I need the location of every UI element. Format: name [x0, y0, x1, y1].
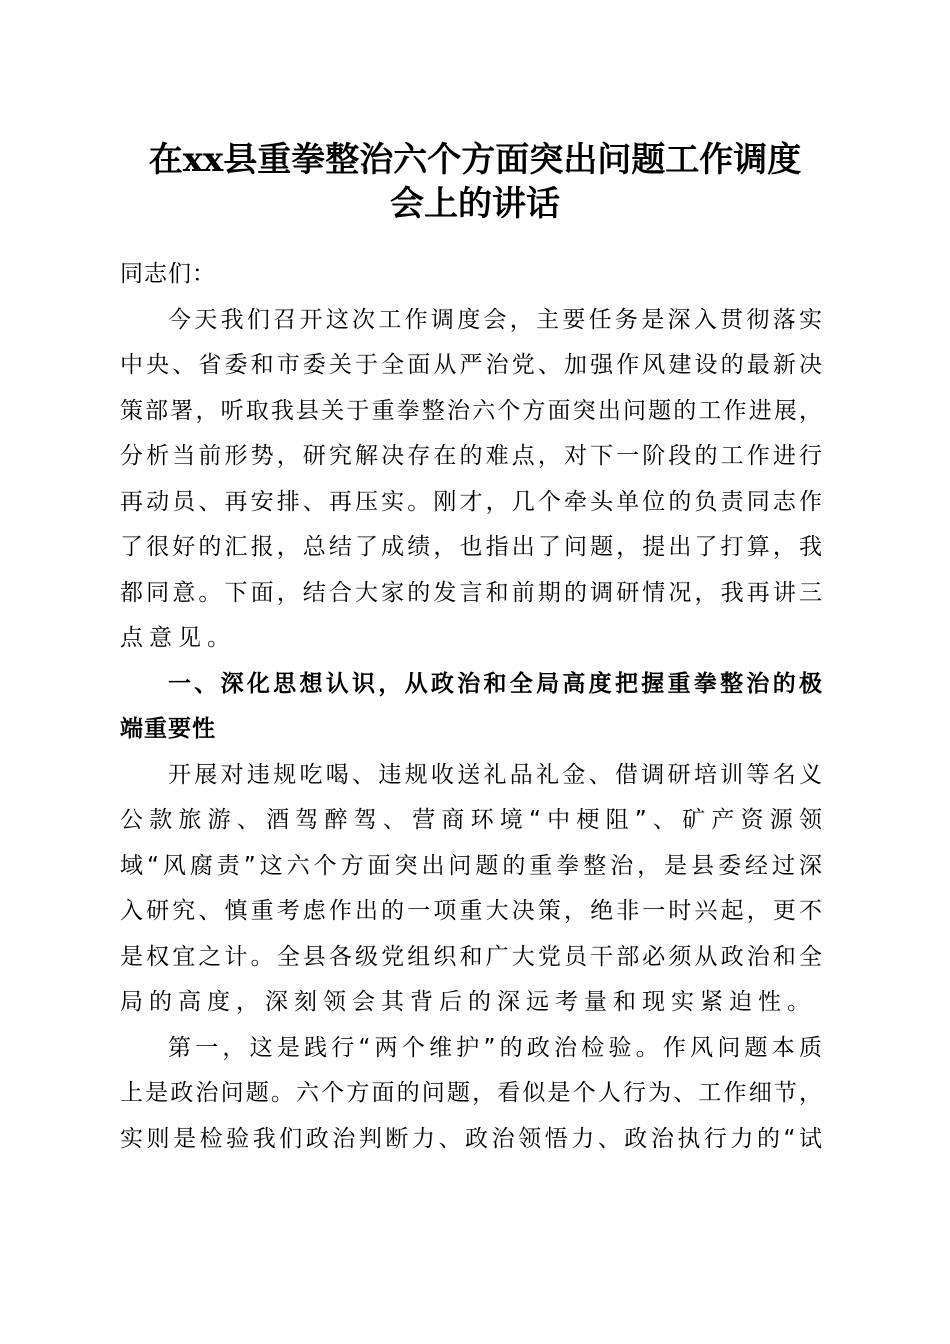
text-line: 域“风腐责”这六个方面突出问题的重拳整治，是县委经过深	[120, 852, 822, 879]
text-line: 局的高度，深刻领会其背后的深远考量和现实紧迫性。	[120, 989, 816, 1015]
text-line: 点意见。	[120, 625, 236, 651]
text-line: 入研究、慎重考虑作出的一项重大决策，绝非一时兴起，更不	[120, 898, 822, 924]
text-line: 上是政治问题。六个方面的问题，看似是个人行为、工作细节，	[120, 1080, 822, 1106]
text-line: 策部署，听取我县关于重拳整治六个方面突出问题的工作进展，	[120, 397, 822, 424]
text-line: 都同意。下面，结合大家的发言和前期的调研情况，我再讲三	[120, 579, 822, 606]
paragraph-point-1	[120, 1026, 822, 1163]
text-line: 了很好的汇报，总结了成绩，也指出了问题，提出了打算，我	[120, 534, 822, 560]
text-line: 第一，这是践行“两个维护”的政治检验。作风问题本质	[168, 1034, 822, 1061]
document-body	[120, 252, 822, 1162]
paragraph-section-1	[120, 753, 822, 1026]
document-title	[100, 138, 850, 226]
text-line: 今天我们召开这次工作调度会，主要任务是深入贯彻落实	[168, 306, 822, 333]
text-line: 中央、省委和市委关于全面从严治党、加强作风建设的最新决	[120, 352, 822, 378]
paragraph-intro	[120, 298, 822, 662]
text-line: 再动员、再安排、再压实。刚才，几个牵头单位的负责同志作	[120, 488, 822, 515]
heading-line: 一、深化思想认识，从政治和全局高度把握重拳整治的极	[168, 670, 822, 697]
text-line: 开展对违规吃喝、违规收送礼品礼金、借调研培训等名义	[168, 761, 822, 788]
text-line: 公款旅游、酒驾醉驾、营商环境“中梗阻”、矿产资源领	[120, 807, 822, 833]
heading-line: 端重要性	[120, 716, 216, 742]
text-line: 实则是检验我们政治判断力、政治领悟力、政治执行力的“试	[120, 1125, 822, 1152]
title-line-1: 在xx县重拳整治六个方面突出问题工作调度	[148, 140, 802, 180]
greeting: 同志们：	[120, 261, 216, 287]
title-line-2: 会上的讲话	[390, 184, 560, 224]
text-line: 是权宜之计。全县各级党组织和广大党员干部必须从政治和全	[120, 943, 822, 970]
text-line: 分析当前形势，研究解决存在的难点，对下一阶段的工作进行	[120, 443, 822, 469]
section-heading-1	[120, 662, 822, 753]
